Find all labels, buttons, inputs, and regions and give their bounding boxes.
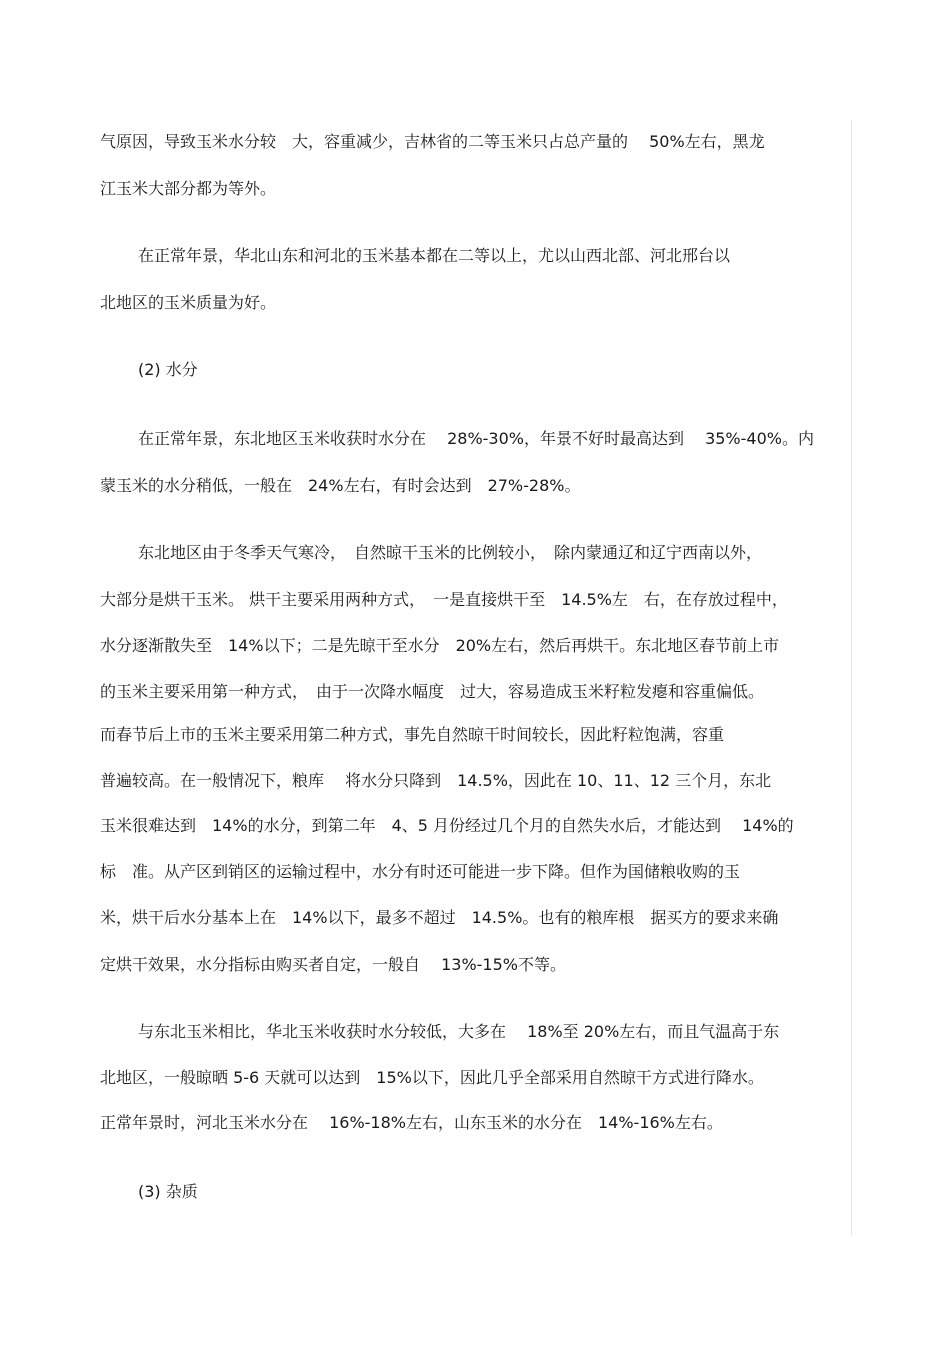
text-line: 的玉米主要采用第一种方式， 由于一次降水幅度 过大，容易造成玉米籽粒发瘪和容重偏低。	[100, 682, 765, 701]
text-line: 普遍较高。在一般情况下，粮库 将水分只降到 14.5%，因此在 10、11、12 三个月，东北	[100, 771, 772, 790]
text-line: 正常年景时，河北玉米水分在 16%-18%左右，山东玉米的水分在 14%-16%左右。	[100, 1113, 723, 1132]
text-line: 定烘干效果，水分指标由购买者自定，一般自 13%-15%不等。	[100, 955, 566, 974]
text-line: 在正常年景，东北地区玉米收获时水分在 28%-30%，年景不好时最高达到 35%-40%。内	[138, 429, 814, 448]
text-line: 与东北玉米相比，华北玉米收获时水分较低，大多在 18%至 20%左右，而且气温高于东	[138, 1022, 780, 1041]
text-line: 在正常年景，华北山东和河北的玉米基本都在二等以上，尤以山西北部、河北邢台以	[138, 246, 731, 265]
text-line: 标 准。从产区到销区的运输过程中，水分有时还可能进一步下降。但作为国储粮收购的玉	[100, 862, 741, 881]
text-line: 蒙玉米的水分稍低，一般在 24%左右，有时会达到 27%-28%。	[100, 476, 581, 495]
text-line: 米，烘干后水分基本上在 14%以下，最多不超过 14.5%。也有的粮库根 据买方的要求来确	[100, 908, 779, 927]
text-line: 而春节后上市的玉米主要采用第二种方式，事先自然晾干时间较长，因此籽粒饱满，容重	[100, 725, 725, 744]
text-line: 气原因，导致玉米水分较 大，容重减少，吉林省的二等玉米只占总产量的 50%左右，黑龙	[100, 132, 765, 151]
text-line: 水分逐渐散失至 14%以下；二是先晾干至水分 20%左右，然后再烘干。东北地区春节前上市	[100, 636, 780, 655]
text-line: 北地区的玉米质量为好。	[100, 293, 277, 312]
text-line: 玉米很难达到 14%的水分，到第二年 4、5 月份经过几个月的自然失水后，才能达到 14%的	[100, 816, 794, 835]
section-heading: (3) 杂质	[138, 1182, 198, 1201]
section-heading: (2) 水分	[138, 360, 198, 379]
right-margin-rule	[851, 120, 852, 1235]
text-line: 江玉米大部分都为等外。	[100, 179, 277, 198]
text-line: 北地区，一般晾晒 5-6 天就可以达到 15%以下，因此几乎全部采用自然晾干方式进行降水。	[100, 1068, 764, 1087]
text-line: 大部分是烘干玉米。 烘干主要采用两种方式， 一是直接烘干至 14.5%左 右，在存放过程中，	[100, 590, 788, 609]
text-line: 东北地区由于冬季天气寒冷， 自然晾干玉米的比例较小， 除内蒙通辽和辽宁西南以外，	[138, 543, 763, 562]
